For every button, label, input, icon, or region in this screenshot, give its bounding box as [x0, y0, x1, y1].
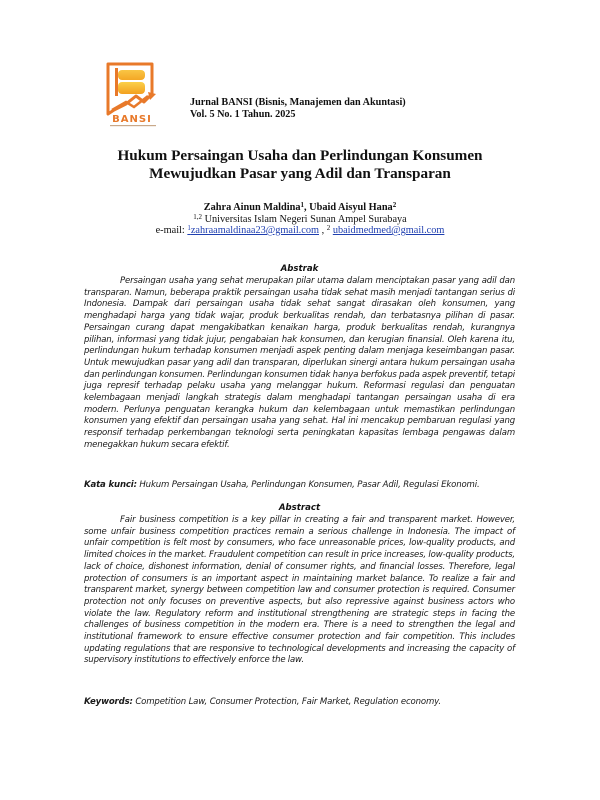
- bansi-logo: [104, 60, 162, 128]
- keywords-values: Competition Law, Consumer Protection, Fair Market, Regulation economy.: [132, 697, 441, 707]
- journal-name: Jurnal BANSI (Bisnis, Manajemen dan Akuntasi): [190, 97, 406, 108]
- svg-text:BANSI: BANSI: [112, 114, 152, 125]
- author-block: [0, 202, 600, 237]
- email-link-2[interactable]: ubaidmedmed@gmail.com: [332, 225, 445, 236]
- email-link-1[interactable]: [187, 225, 319, 236]
- bansi-logo-icon: [104, 60, 162, 128]
- email-2-sup: 2: [326, 224, 331, 232]
- author-separator: ,: [304, 202, 310, 213]
- abstrak-heading: Abstrak: [280, 264, 319, 274]
- email-separator: ,: [319, 225, 327, 236]
- abstrak-body: [84, 276, 515, 452]
- abstrak-paragraph: Persaingan usaha yang sehat merupakan pilar utama dalam menciptakan pasar yang adil dan transparan. Namun, beberapa praktik persaingan usaha tidak sehat masih menjadi tantangan serius di Indonesia. Dampak dari persaingan usaha tidak sehat sangat dirasakan oleh konsumen, yang menghadapi harga yang tidak wajar, produk berkualitas rendah, dan terbatasnya pilihan di pasar. Persaingan curang dapat mengakibatkan kenaikan harga, produk berkualitas rendah, kurangnya pilihan, informasi yang tidak jujur, pengabaian hak konsumen, dan kerugian finansial. Oleh karena itu, perlindungan hukum terhadap konsumen menjadi aspek penting dalam menjaga keseimbangan pasar. Untuk mewujudkan pasar yang adil dan transparan, diperlukan sinergi antara hukum persaingan usaha dan perlindungan konsumen. Perlindungan konsumen tidak hanya berfokus pada aspek preventif, tetapi juga represif terhadap pelaku usaha yang melanggar hukum. Reformasi regulasi dan penguatan kelembagaan menjadi langkah strategis dalam menghadapi tantangan persaingan usaha di era modern. Perlunya penguatan kerangka hukum dan kelembagaan untuk memastikan perlindungan konsumen yang efektif dan persaingan usaha yang sehat. Hal ini mencakup pembaruan regulasi yang responsif terhadap perkembangan teknologi serta peningkatan kapasitas lembaga pengawas dalam menegakkan hukum secara efektif.: [84, 276, 515, 450]
- kata-kunci-values: Hukum Persaingan Usaha, Perlindungan Konsumen, Pasar Adil, Regulasi Ekonomi.: [136, 480, 480, 490]
- author-names: [0, 202, 600, 214]
- paper-title-line2: Mewujudkan Pasar yang Adil dan Transparan: [149, 165, 451, 182]
- affiliation-sup: 1,2: [193, 212, 202, 221]
- journal-volume: Vol. 5 No. 1 Tahun. 2025: [190, 109, 296, 120]
- affiliation: [0, 214, 600, 226]
- email-label: e-mail:: [155, 225, 188, 236]
- kata-kunci: [84, 480, 515, 492]
- abstract-paragraph: Fair business competition is a key pillar in creating a fair and transparent market. However, some unfair business competition practices remain a serious challenge in Indonesia. The impact of unfair competition is felt most by consumers, who face unreasonable prices, low-quality products, and limited choices in the market. Fraudulent competition can result in price increases, low-quality products, lack of choice, dishonest information, denial of consumer rights, and financial losses. Therefore, legal protection of consumers is an important aspect in maintaining market balance. To realize a fair and transparent market, synergy between competition law and consumer protection is required. Consumer protection not only focuses on preventive aspects, but also repressive against business actors who violate the law. Regulatory reform and institutional strengthening are strategic steps in facing the challenges of business competition in the modern era. There is a need to strengthen the legal and institutional framework to ensure effective consumer protection and fair competition. This includes updating regulations that are responsive to technological developments and increasing the capacity of supervisory institutions to effectively enforce the law.: [84, 515, 515, 666]
- author-1-sup: 1: [300, 201, 304, 209]
- author-2-sup: 2: [392, 201, 397, 209]
- author-2: Ubaid Aisyul Hana: [309, 202, 393, 213]
- email-line: [0, 225, 600, 237]
- keywords-label: Keywords:: [84, 697, 133, 707]
- journal-info: [190, 97, 406, 121]
- keywords: [84, 697, 515, 709]
- affiliation-text: Universitas Islam Negeri Sunan Ampel Surabaya: [202, 213, 407, 225]
- kata-kunci-label: Kata kunci:: [84, 480, 137, 490]
- email-1-sup: 1: [187, 224, 191, 232]
- abstract-heading: Abstract: [278, 503, 321, 513]
- email-1-text: zahraamaldinaa23@gmail.com: [190, 225, 319, 236]
- abstract-body: [84, 515, 515, 667]
- paper-title: [0, 147, 600, 183]
- paper-title-line1: Hukum Persaingan Usaha dan Perlindungan Konsumen: [117, 147, 483, 164]
- author-1: Zahra Ainun Maldina: [203, 202, 301, 213]
